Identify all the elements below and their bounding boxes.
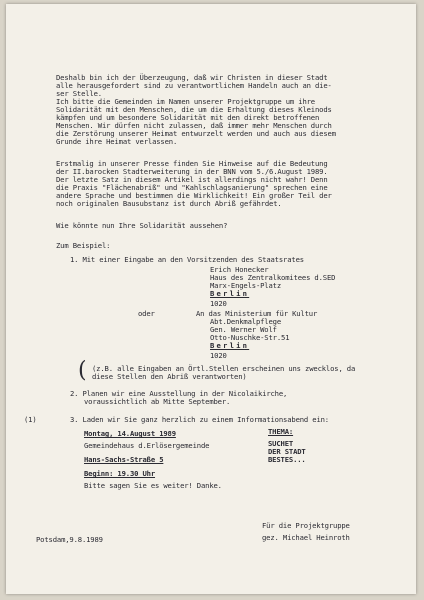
p2-line-5: andere Sprache und bestimmen die Wirklichkeit! Ein großer Teil der — [56, 191, 332, 200]
addr2-city: Berlin — [210, 341, 250, 350]
addr1-line-1: Erich Honecker — [210, 265, 269, 274]
place-date: Potsdam,9.8.1989 — [36, 535, 103, 544]
addr2-line-1: An das Ministerium für Kultur — [196, 309, 318, 318]
p1-line-8: die Zerstörung unserer Heimat entwurzelt werden und auch aus diesem — [56, 129, 336, 138]
p2-line-2: der II.barocken Stadterweiterung in der BNN vom 5./6.August 1989. — [56, 167, 328, 176]
p1-line-2: alle herausgefordert sind zu verantwortlichem Handeln auch an die- — [56, 81, 332, 90]
note-line-1: (z.B. alle Eingaben an Örtl.Stellen erscheinen uns zwecklos, da — [92, 364, 356, 373]
p2-line-3: Der letzte Satz in diesem Artikel ist allerdings nicht wahr! Denn — [56, 175, 328, 184]
addr1-zip: 1020 — [210, 299, 227, 308]
thema-line-1: SUCHET — [268, 439, 294, 448]
sign-line-1: Für die Projektgruppe — [262, 521, 350, 530]
addr2-line-4: Otto-Nuschke-Str.51 — [210, 333, 290, 342]
p2-line-1: Erstmalig in unserer Presse finden Sie Hinweise auf die Bedeutung — [56, 159, 328, 168]
p1-line-3: ser Stelle. — [56, 89, 102, 98]
addr1-city: Berlin — [210, 289, 250, 298]
event-street: Hans-Sachs-Straße 5 — [84, 455, 164, 464]
document-page — [6, 4, 416, 594]
p2-line-4: die Praxis "Flächenabriß" und "Kahlschlagsanierung" sprechen eine — [56, 183, 328, 192]
item3-intro: 3. Laden wir Sie ganz herzlich zu einem Informationsabend ein: — [70, 415, 329, 424]
event-place: Gemeindehaus d.Erlösergemeinde — [84, 441, 210, 450]
addr2-line-2: Abt.Denkmalpflege — [210, 317, 282, 326]
thema-line-2: DER STADT — [268, 447, 306, 456]
p1-line-6: kämpfen und um besondere Solidarität mit den direkt betroffenen — [56, 113, 320, 122]
p1-line-5: Solidarität mit den Menschen, die um die Erhaltung dieses Kleinods — [56, 105, 332, 114]
note-bracket: ( — [78, 358, 87, 383]
addr1-line-2: Haus des Zentralkomitees d.SED — [210, 273, 336, 282]
thema-line-3: BESTES... — [268, 455, 306, 464]
addr1-line-3: Marx-Engels-Platz — [210, 281, 282, 290]
event-time: Beginn: 19.30 Uhr — [84, 469, 156, 478]
addr2-line-3: Gen. Werner Wolf — [210, 325, 277, 334]
item2-line-1: 2. Planen wir eine Ausstellung in der Nicolaikirche, — [70, 389, 288, 398]
p1-line-9: Grunde ihre Heimat verlassen. — [56, 137, 178, 146]
addr2-zip: 1020 — [210, 351, 227, 360]
p1-line-4: Ich bitte die Gemeinden im Namen unserer Projektgruppe um ihre — [56, 97, 315, 106]
p1-line-1: Deshalb bin ich der Überzeugung, daß wir Christen in dieser Stadt — [56, 73, 328, 82]
sign-line-2: gez. Michael Heinroth — [262, 533, 350, 542]
event-date: Montag, 14.August 1989 — [84, 429, 176, 438]
p2-line-6: noch originalen Bausubstanz ist durch Abriß gefährdet. — [56, 199, 282, 208]
closing-line: Bitte sagen Sie es weiter! Danke. — [84, 481, 222, 490]
item1-intro: 1. Mit einer Eingabe an den Vorsitzenden des Staatsrates — [70, 255, 304, 264]
question: Wie könnte nun Ihre Solidarität aussehen? — [56, 221, 228, 230]
oder-label: oder — [138, 309, 155, 318]
thema-label: THEMA: — [268, 427, 294, 436]
p1-line-7: Menschen. Wir dürfen nicht zulassen, daß immer mehr Menschen durch — [56, 121, 332, 130]
item2-line-2: voraussichtlich ab Mitte September. — [84, 397, 231, 406]
note-line-2: diese Stellen den Abriß verantworten) — [92, 372, 247, 381]
margin-mark: (1) — [24, 415, 37, 424]
example-label: Zum Beispiel: — [56, 241, 111, 250]
